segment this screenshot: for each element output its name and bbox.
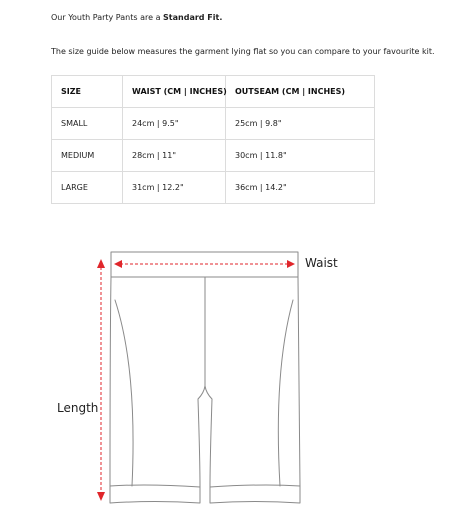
cell-outseam: 30cm | 11.8" <box>226 140 375 172</box>
waistband-outline <box>111 252 298 277</box>
cell-size: SMALL <box>52 108 123 140</box>
waist-arrow <box>114 260 295 268</box>
length-label: Length <box>57 401 99 415</box>
pants-diagram <box>0 240 450 524</box>
right-panel-line <box>278 300 293 486</box>
center-seam <box>198 277 205 487</box>
cell-waist: 24cm | 9.5" <box>123 108 226 140</box>
left-leg-outline <box>110 277 111 486</box>
cell-outseam: 36cm | 14.2" <box>226 172 375 204</box>
waist-label: Waist <box>305 256 338 270</box>
right-inseam <box>205 386 212 487</box>
cell-waist: 31cm | 12.2" <box>123 172 226 204</box>
right-leg-outline <box>298 277 300 486</box>
header-size: SIZE <box>52 76 123 108</box>
header-outseam: OUTSEAM (CM | INCHES) <box>226 76 375 108</box>
table-row <box>52 140 375 172</box>
cell-size: MEDIUM <box>52 140 123 172</box>
cell-outseam: 25cm | 9.8" <box>226 108 375 140</box>
left-panel-line <box>115 300 133 486</box>
cell-waist: 28cm | 11" <box>123 140 226 172</box>
table-row <box>52 108 375 140</box>
pants-illustration <box>0 240 450 524</box>
cell-size: LARGE <box>52 172 123 204</box>
left-hem-outline <box>110 485 200 503</box>
right-hem-outline <box>210 485 300 503</box>
fit-type: Standard Fit. <box>163 13 223 22</box>
header-waist: WAIST (CM | INCHES) <box>123 76 226 108</box>
table-row <box>52 172 375 204</box>
table-header-row <box>52 76 375 108</box>
fit-statement <box>51 13 222 23</box>
length-arrow <box>97 259 105 501</box>
size-guide-description: The size guide below measures the garment lying flat so you can compare to your favourite kit. <box>51 47 435 56</box>
fit-prefix: Our Youth Party Pants are a <box>51 13 164 22</box>
size-table <box>51 75 375 204</box>
